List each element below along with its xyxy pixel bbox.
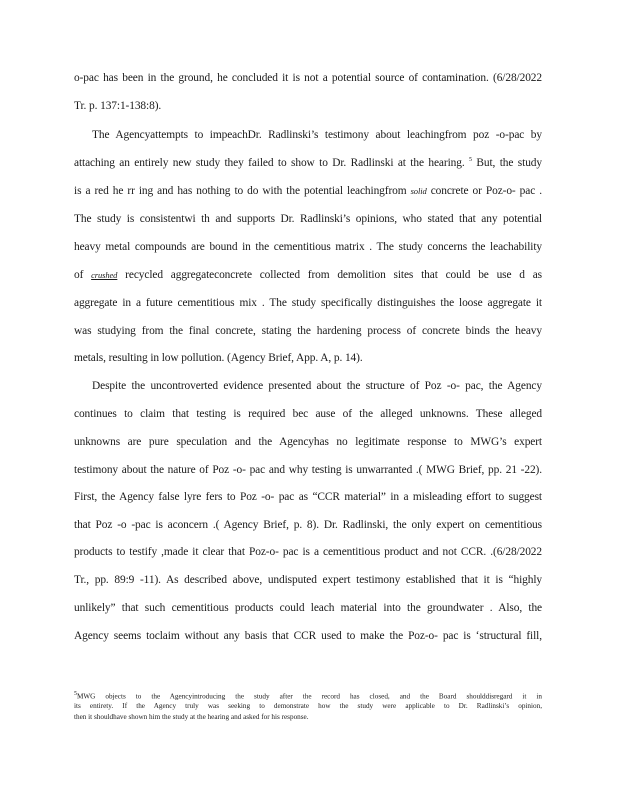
body-text-line: unlikely” that such cementitious products could leach material into the groundwater . Also, the: [74, 602, 542, 614]
body-text-line: [74, 157, 542, 169]
body-text-line: The Agencyattempts to impeachDr. Radlinski’s testimony about leachingfrom poz -o-pac by: [92, 129, 542, 141]
body-text-line: testimony about the nature of Poz -o- pac and why testing is unwarranted .( MWG Brief, pp. 21 -22).: [74, 464, 542, 476]
body-text-line: aggregate in a future cementitious mix . The study specifically distinguishes the loose aggregate it: [74, 297, 542, 309]
footnote-line: then it shouldhave shown him the study at the hearing and asked for his response.: [74, 713, 309, 721]
body-text-line: First, the Agency false lyre fers to Poz -o- pac as “CCR material” in a misleading effort to suggest: [74, 491, 542, 503]
body-text-line: heavy metal compounds are bound in the cementitious matrix . The study concerns the leachability: [74, 241, 542, 253]
footnote-reference: 5: [469, 157, 472, 164]
footnote-text: MWG objects to the Agencyintroducing the study after the record has closed, and the Board shoulddisregard it in: [77, 692, 542, 701]
emphasized-word: crushed: [91, 270, 118, 280]
body-text-segment: But, the study: [476, 157, 542, 169]
body-text-segment: of: [74, 269, 84, 281]
footnote-line: its entirety. If the Agency truly was seeking to demonstrate how the study were applicable to Dr. Radlinski’s opinion,: [74, 702, 542, 710]
body-text-line: that Poz -o -pac is aconcern .( Agency Brief, p. 8). Dr. Radlinski, the only expert on cementitious: [74, 519, 542, 531]
body-text-segment: concrete or Poz-o- pac .: [430, 185, 542, 197]
body-text-segment: recycled aggregateconcrete collected from demolition sites that could be use d as: [125, 269, 542, 281]
body-text-line: [74, 185, 542, 197]
body-text-segment: is a red he rr ing and has nothing to do with the potential leachingfrom: [74, 185, 407, 197]
body-text-line: unknowns are pure speculation and the Agencyhas no legitimate response to MWG’s expert: [74, 436, 542, 448]
body-text-line: Agency seems toclaim without any basis that CCR used to make the Poz-o- pac is ‘structural fill,: [74, 630, 542, 642]
body-text-line: The study is consistentwi th and supports Dr. Radlinski’s opinions, who stated that any potential: [74, 213, 542, 225]
footnote-line: [74, 691, 542, 700]
body-text-line: Tr. p. 137:1-138:8).: [74, 100, 162, 112]
emphasized-word: solid: [410, 186, 427, 196]
body-text-segment: attaching an entirely new study they failed to show to Dr. Radlinski at the hearing.: [74, 157, 465, 169]
body-text-line: [74, 269, 542, 281]
body-text-line: Despite the uncontroverted evidence presented about the structure of Poz -o- pac, the Agency: [92, 380, 542, 392]
body-text-line: o-pac has been in the ground, he concluded it is not a potential source of contamination. (6/28/2022: [74, 72, 542, 84]
body-text-line: continues to claim that testing is required bec ause of the alleged unknowns. These alleged: [74, 408, 542, 420]
body-text-line: metals, resulting in low pollution. (Agency Brief, App. A, p. 14).: [74, 352, 363, 364]
body-text-line: products to testify ,made it clear that Poz-o- pac is a cementitious product and not CCR. .(6/28/2022: [74, 546, 542, 558]
body-text-line: Tr., pp. 89:9 -11). As described above, undisputed expert testimony established that it is “highly: [74, 574, 542, 586]
body-text-line: was studying from the final concrete, stating the hardening process of concrete binds the heavy: [74, 325, 542, 337]
footnote-marker: 5: [74, 691, 77, 697]
